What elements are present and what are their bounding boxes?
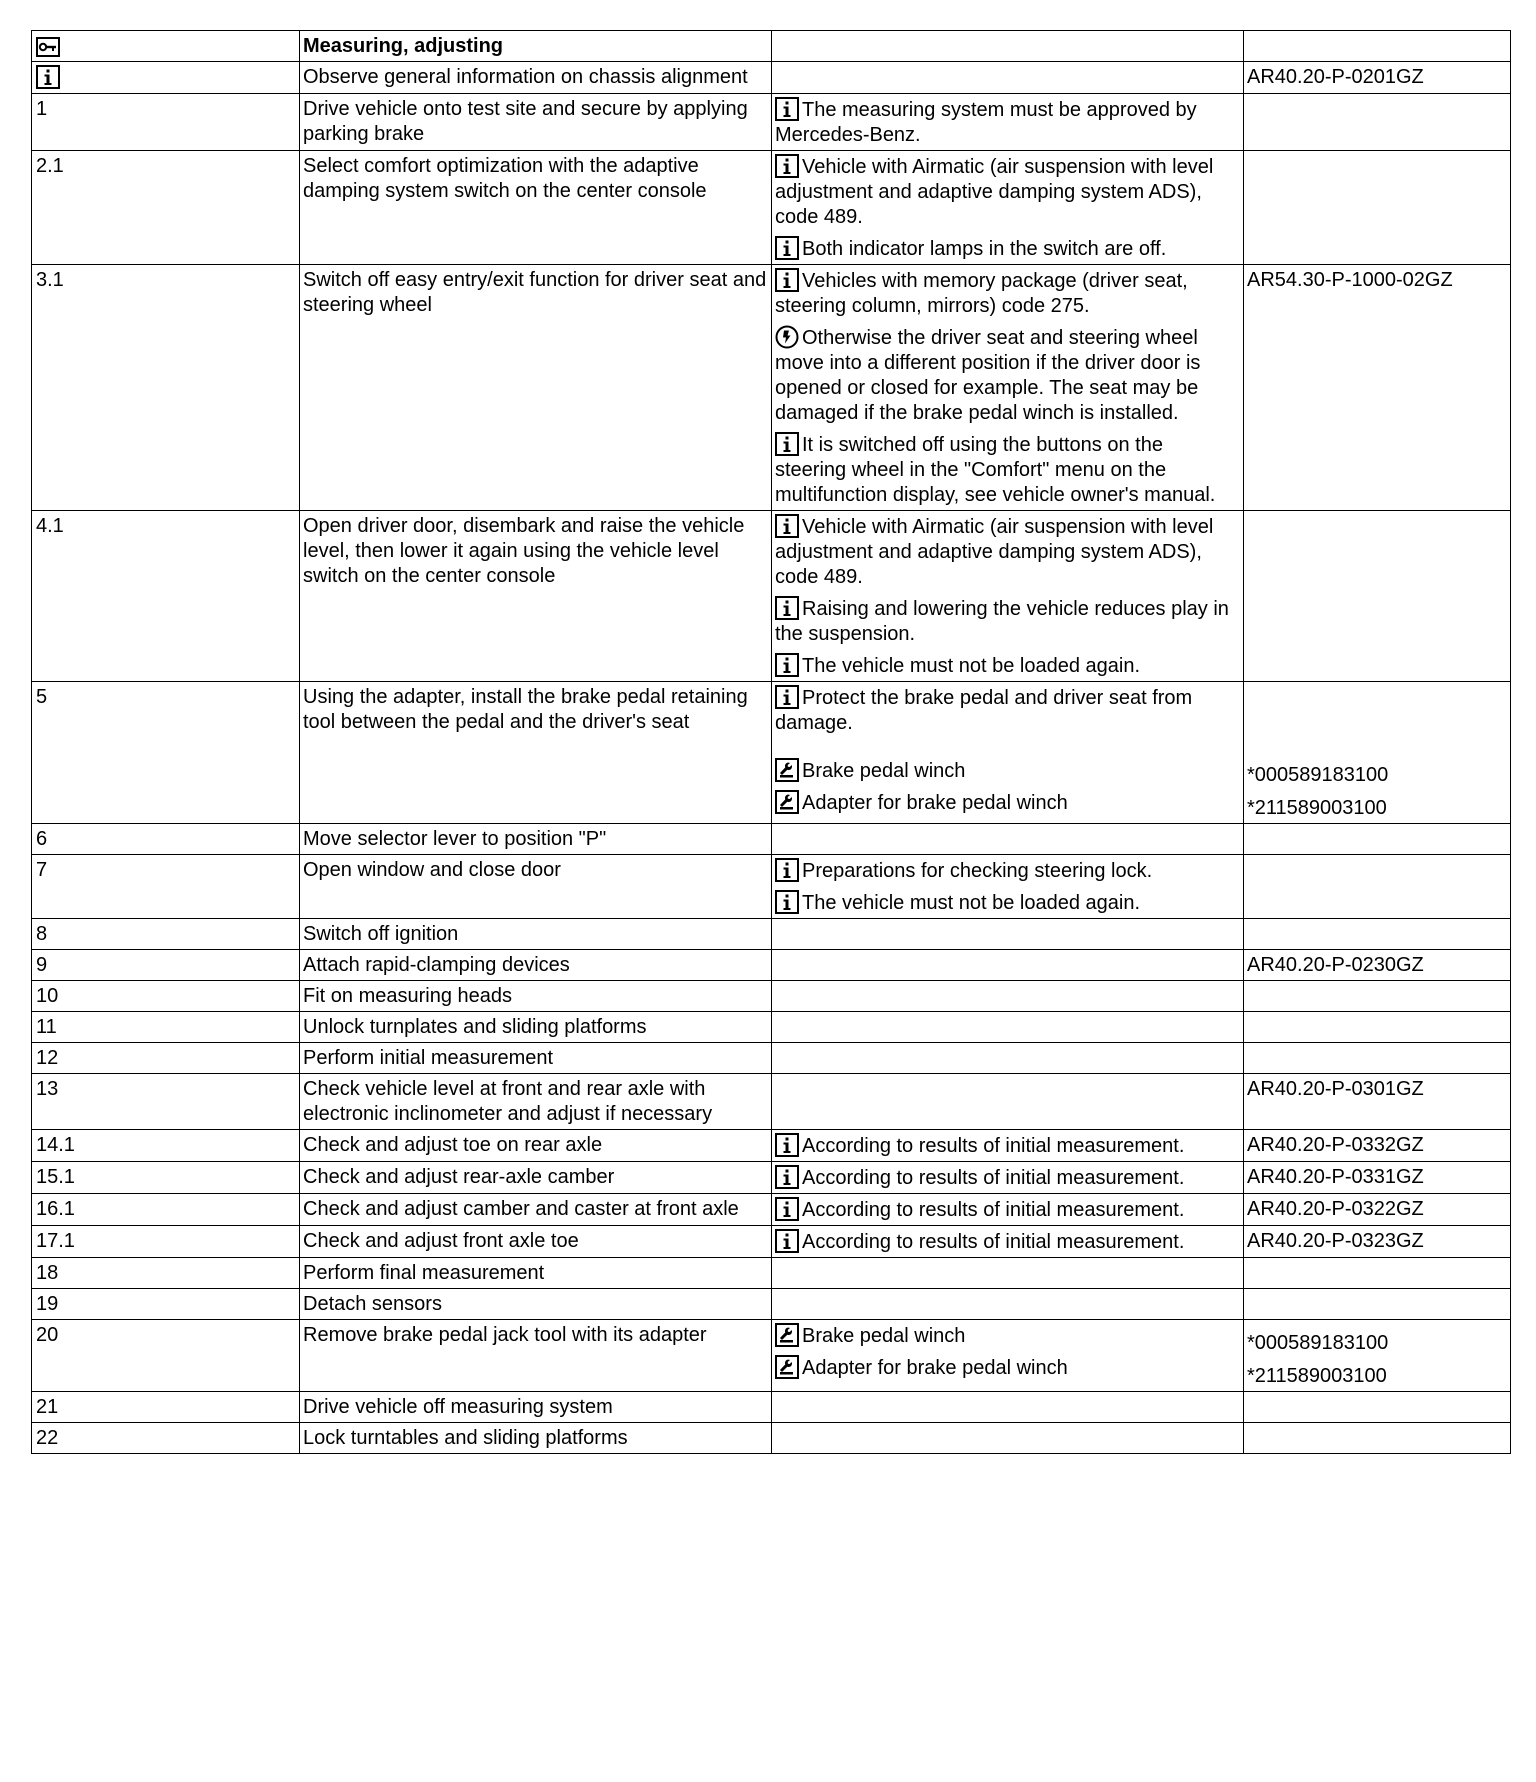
step-number	[32, 824, 300, 855]
table-row	[32, 1320, 1511, 1392]
tool-part-number: *000589183100	[1247, 1332, 1389, 1354]
table-row	[32, 94, 1511, 151]
info-icon	[775, 97, 799, 121]
step-number	[32, 919, 300, 950]
step-notes	[772, 1194, 1244, 1226]
table-row	[32, 981, 1511, 1012]
step-notes	[772, 1258, 1244, 1289]
step-label: 17.1	[36, 1230, 75, 1252]
info-icon	[775, 653, 799, 677]
info-icon	[775, 1165, 799, 1189]
step-action: Drive vehicle onto test site and secure by applying parking brake	[300, 94, 772, 151]
info-icon	[775, 890, 799, 914]
step-label: 7	[36, 859, 48, 881]
step-notes	[772, 151, 1244, 265]
step-references	[1244, 1012, 1511, 1043]
note	[775, 1323, 1239, 1349]
info-icon	[775, 1229, 799, 1253]
step-number	[32, 62, 300, 94]
note-text: Both indicator lamps in the switch are off.	[802, 238, 1167, 260]
step-action: Unlock turnplates and sliding platforms	[300, 1012, 772, 1043]
procedure-table	[31, 30, 1511, 1454]
step-notes	[772, 919, 1244, 950]
note	[775, 1197, 1239, 1223]
table-row	[32, 1423, 1511, 1454]
step-number	[32, 151, 300, 265]
step-number	[32, 855, 300, 919]
table-row	[32, 919, 1511, 950]
document-reference[interactable]: AR40.20-P-0323GZ	[1247, 1230, 1424, 1252]
step-number	[32, 1043, 300, 1074]
step-notes	[772, 94, 1244, 151]
note	[775, 325, 1239, 426]
wrench-icon	[36, 37, 60, 57]
page-title: Measuring, adjusting	[303, 35, 504, 57]
header-row	[32, 31, 1511, 62]
info-icon	[775, 596, 799, 620]
note	[775, 514, 1239, 590]
step-references	[1244, 151, 1511, 265]
header-title	[300, 31, 772, 62]
step-references	[1244, 1074, 1511, 1130]
note	[775, 890, 1239, 916]
step-notes	[772, 824, 1244, 855]
note-text: Raising and lowering the vehicle reduces play in the suspension.	[775, 598, 1229, 645]
step-references	[1244, 950, 1511, 981]
step-references	[1244, 855, 1511, 919]
step-action: Select comfort optimization with the adaptive damping system switch on the center console	[300, 151, 772, 265]
step-number	[32, 1392, 300, 1423]
note-text: Brake pedal winch	[802, 1325, 966, 1347]
step-number	[32, 94, 300, 151]
note-text: The measuring system must be approved by Mercedes-Benz.	[775, 99, 1197, 146]
step-references	[1244, 1162, 1511, 1194]
step-number	[32, 1320, 300, 1392]
step-notes	[772, 1392, 1244, 1423]
step-label: 1	[36, 98, 48, 120]
step-label: 9	[36, 954, 48, 976]
tool-part-number: *211589003100	[1247, 797, 1387, 819]
step-label: 12	[36, 1047, 59, 1069]
note-text: Adapter for brake pedal winch	[802, 792, 1068, 814]
step-references	[1244, 1320, 1511, 1392]
step-references	[1244, 1289, 1511, 1320]
step-number	[32, 1289, 300, 1320]
step-label: 11	[36, 1016, 57, 1038]
step-action: Drive vehicle off measuring system	[300, 1392, 772, 1423]
step-notes	[772, 1130, 1244, 1162]
step-notes	[772, 1320, 1244, 1392]
step-label: 4.1	[36, 515, 64, 537]
table-row	[32, 1258, 1511, 1289]
note	[775, 1355, 1239, 1381]
step-action: Open window and close door	[300, 855, 772, 919]
step-references	[1244, 919, 1511, 950]
step-notes	[772, 855, 1244, 919]
document-reference[interactable]: AR40.20-P-0332GZ	[1247, 1134, 1424, 1156]
step-number	[32, 265, 300, 511]
step-action: Check and adjust toe on rear axle	[300, 1130, 772, 1162]
info-icon	[775, 268, 799, 292]
table-row	[32, 1162, 1511, 1194]
step-notes	[772, 1162, 1244, 1194]
table-row	[32, 265, 1511, 511]
info-icon	[775, 236, 799, 260]
note-text: According to results of initial measurement.	[802, 1135, 1185, 1157]
step-notes	[772, 62, 1244, 94]
caution-icon	[775, 325, 799, 349]
step-references	[1244, 62, 1511, 94]
table-row	[32, 1074, 1511, 1130]
note-text: Protect the brake pedal and driver seat from damage.	[775, 687, 1193, 734]
table-row	[32, 511, 1511, 682]
step-action: Using the adapter, install the brake pedal retaining tool between the pedal and the driver's seat	[300, 682, 772, 824]
step-action: Perform final measurement	[300, 1258, 772, 1289]
table-row	[32, 1194, 1511, 1226]
step-action: Observe general information on chassis alignment	[300, 62, 772, 94]
info-icon	[775, 858, 799, 882]
step-label: 2.1	[36, 155, 64, 177]
note	[775, 97, 1239, 148]
step-references	[1244, 265, 1511, 511]
step-references	[1244, 94, 1511, 151]
step-label: 10	[36, 985, 59, 1007]
step-number	[32, 1162, 300, 1194]
info-icon	[775, 685, 799, 709]
info-icon	[775, 432, 799, 456]
table-row	[32, 1392, 1511, 1423]
step-references	[1244, 1043, 1511, 1074]
tool-icon	[775, 758, 799, 782]
spacer	[1247, 685, 1506, 763]
step-label: 22	[36, 1427, 59, 1449]
tool-icon	[775, 790, 799, 814]
note-text: Otherwise the driver seat and steering wheel move into a different position if the driver door is opened or closed for example. The seat may be damaged if the brake pedal winch is installed.	[775, 327, 1201, 424]
document-reference[interactable]: AR40.20-P-0322GZ	[1247, 1198, 1424, 1220]
step-number	[32, 511, 300, 682]
step-number	[32, 1423, 300, 1454]
note-text: The vehicle must not be loaded again.	[802, 892, 1140, 914]
note	[775, 1229, 1239, 1255]
step-label: 13	[36, 1078, 59, 1100]
step-number	[32, 1012, 300, 1043]
step-references	[1244, 1392, 1511, 1423]
step-label: 19	[36, 1293, 59, 1315]
step-notes	[772, 682, 1244, 824]
document-reference[interactable]: AR54.30-P-1000-02GZ	[1247, 269, 1453, 291]
note	[775, 685, 1239, 736]
step-references	[1244, 1226, 1511, 1258]
step-number	[32, 1226, 300, 1258]
tool-part-number: *211589003100	[1247, 1365, 1387, 1387]
step-number	[32, 1194, 300, 1226]
table-row	[32, 1012, 1511, 1043]
step-notes	[772, 265, 1244, 511]
spacer	[1247, 1323, 1506, 1331]
step-label: 8	[36, 923, 48, 945]
note	[775, 432, 1239, 508]
step-references	[1244, 1130, 1511, 1162]
table-row	[32, 62, 1511, 94]
note-text: Vehicles with memory package (driver seat, steering column, mirrors) code 275.	[775, 270, 1188, 317]
note-text: According to results of initial measurement.	[802, 1199, 1185, 1221]
step-action: Detach sensors	[300, 1289, 772, 1320]
step-action: Check vehicle level at front and rear axle with electronic inclinometer and adjust if necessary	[300, 1074, 772, 1130]
step-action: Lock turntables and sliding platforms	[300, 1423, 772, 1454]
info-icon	[36, 65, 60, 89]
step-notes	[772, 950, 1244, 981]
note	[775, 596, 1239, 647]
step-action: Check and adjust camber and caster at front axle	[300, 1194, 772, 1226]
info-icon	[775, 154, 799, 178]
step-references	[1244, 1258, 1511, 1289]
note-text: According to results of initial measurement.	[802, 1231, 1185, 1253]
note	[775, 790, 1239, 816]
table-row	[32, 1130, 1511, 1162]
table-row	[32, 1043, 1511, 1074]
step-notes	[772, 1289, 1244, 1320]
note	[775, 268, 1239, 319]
step-action: Attach rapid-clamping devices	[300, 950, 772, 981]
note-text: Adapter for brake pedal winch	[802, 1357, 1068, 1379]
note-text: According to results of initial measurement.	[802, 1167, 1185, 1189]
table-row	[32, 950, 1511, 981]
step-references	[1244, 511, 1511, 682]
step-label: 5	[36, 686, 48, 708]
step-number	[32, 1258, 300, 1289]
step-label: 15.1	[36, 1166, 75, 1188]
note	[775, 1165, 1239, 1191]
info-icon	[775, 1197, 799, 1221]
step-action: Switch off easy entry/exit function for driver seat and steering wheel	[300, 265, 772, 511]
document-reference[interactable]: AR40.20-P-0331GZ	[1247, 1166, 1424, 1188]
step-action: Perform initial measurement	[300, 1043, 772, 1074]
step-action: Check and adjust front axle toe	[300, 1226, 772, 1258]
tool-part-number: *000589183100	[1247, 764, 1389, 786]
note	[775, 758, 1239, 784]
note-text: Vehicle with Airmatic (air suspension with level adjustment and adaptive damping system ADS), code 489.	[775, 156, 1214, 228]
step-action: Switch off ignition	[300, 919, 772, 950]
step-number	[32, 1130, 300, 1162]
step-action: Move selector lever to position "P"	[300, 824, 772, 855]
step-label: 20	[36, 1324, 59, 1346]
tool-icon	[775, 1323, 799, 1347]
note	[775, 858, 1239, 884]
note-text: Brake pedal winch	[802, 760, 966, 782]
document-reference[interactable]: AR40.20-P-0230GZ	[1247, 954, 1424, 976]
note-text: Vehicle with Airmatic (air suspension with level adjustment and adaptive damping system ADS), code 489.	[775, 516, 1214, 588]
table-row	[32, 1289, 1511, 1320]
step-action: Check and adjust rear-axle camber	[300, 1162, 772, 1194]
step-notes	[772, 1226, 1244, 1258]
note	[775, 236, 1239, 262]
table-row	[32, 1226, 1511, 1258]
step-label: 16.1	[36, 1198, 75, 1220]
table-row	[32, 824, 1511, 855]
table-row	[32, 682, 1511, 824]
step-label: 18	[36, 1262, 59, 1284]
tool-icon	[775, 1355, 799, 1379]
step-notes	[772, 1043, 1244, 1074]
document-reference[interactable]: AR40.20-P-0201GZ	[1247, 66, 1424, 88]
header-icon-cell	[32, 31, 300, 62]
step-number	[32, 1074, 300, 1130]
document-reference[interactable]: AR40.20-P-0301GZ	[1247, 1078, 1424, 1100]
step-number	[32, 682, 300, 824]
step-label: 6	[36, 828, 48, 850]
step-action: Fit on measuring heads	[300, 981, 772, 1012]
step-notes	[772, 1012, 1244, 1043]
table-row	[32, 151, 1511, 265]
step-label: 14.1	[36, 1134, 75, 1156]
step-action: Open driver door, disembark and raise the vehicle level, then lower it again using the vehicle level switch on the center console	[300, 511, 772, 682]
note	[775, 653, 1239, 679]
step-references	[1244, 824, 1511, 855]
note	[775, 1133, 1239, 1159]
step-notes	[772, 511, 1244, 682]
step-label: 3.1	[36, 269, 64, 291]
step-references	[1244, 1194, 1511, 1226]
step-references	[1244, 1423, 1511, 1454]
step-number	[32, 950, 300, 981]
note	[775, 154, 1239, 230]
step-notes	[772, 981, 1244, 1012]
note-text: Preparations for checking steering lock.	[802, 860, 1153, 882]
step-notes	[772, 1074, 1244, 1130]
header-notes-cell	[772, 31, 1244, 62]
step-action: Remove brake pedal jack tool with its adapter	[300, 1320, 772, 1392]
note-text: The vehicle must not be loaded again.	[802, 655, 1140, 677]
step-label: 21	[36, 1396, 59, 1418]
step-notes	[772, 1423, 1244, 1454]
note-text: It is switched off using the buttons on the steering wheel in the "Comfort" menu on the multifunction display, see vehicle owner's manual.	[775, 434, 1216, 506]
procedure-table-body	[32, 31, 1511, 1454]
header-refs-cell	[1244, 31, 1511, 62]
step-references	[1244, 682, 1511, 824]
info-icon	[775, 514, 799, 538]
step-references	[1244, 981, 1511, 1012]
info-icon	[775, 1133, 799, 1157]
table-row	[32, 855, 1511, 919]
step-number	[32, 981, 300, 1012]
